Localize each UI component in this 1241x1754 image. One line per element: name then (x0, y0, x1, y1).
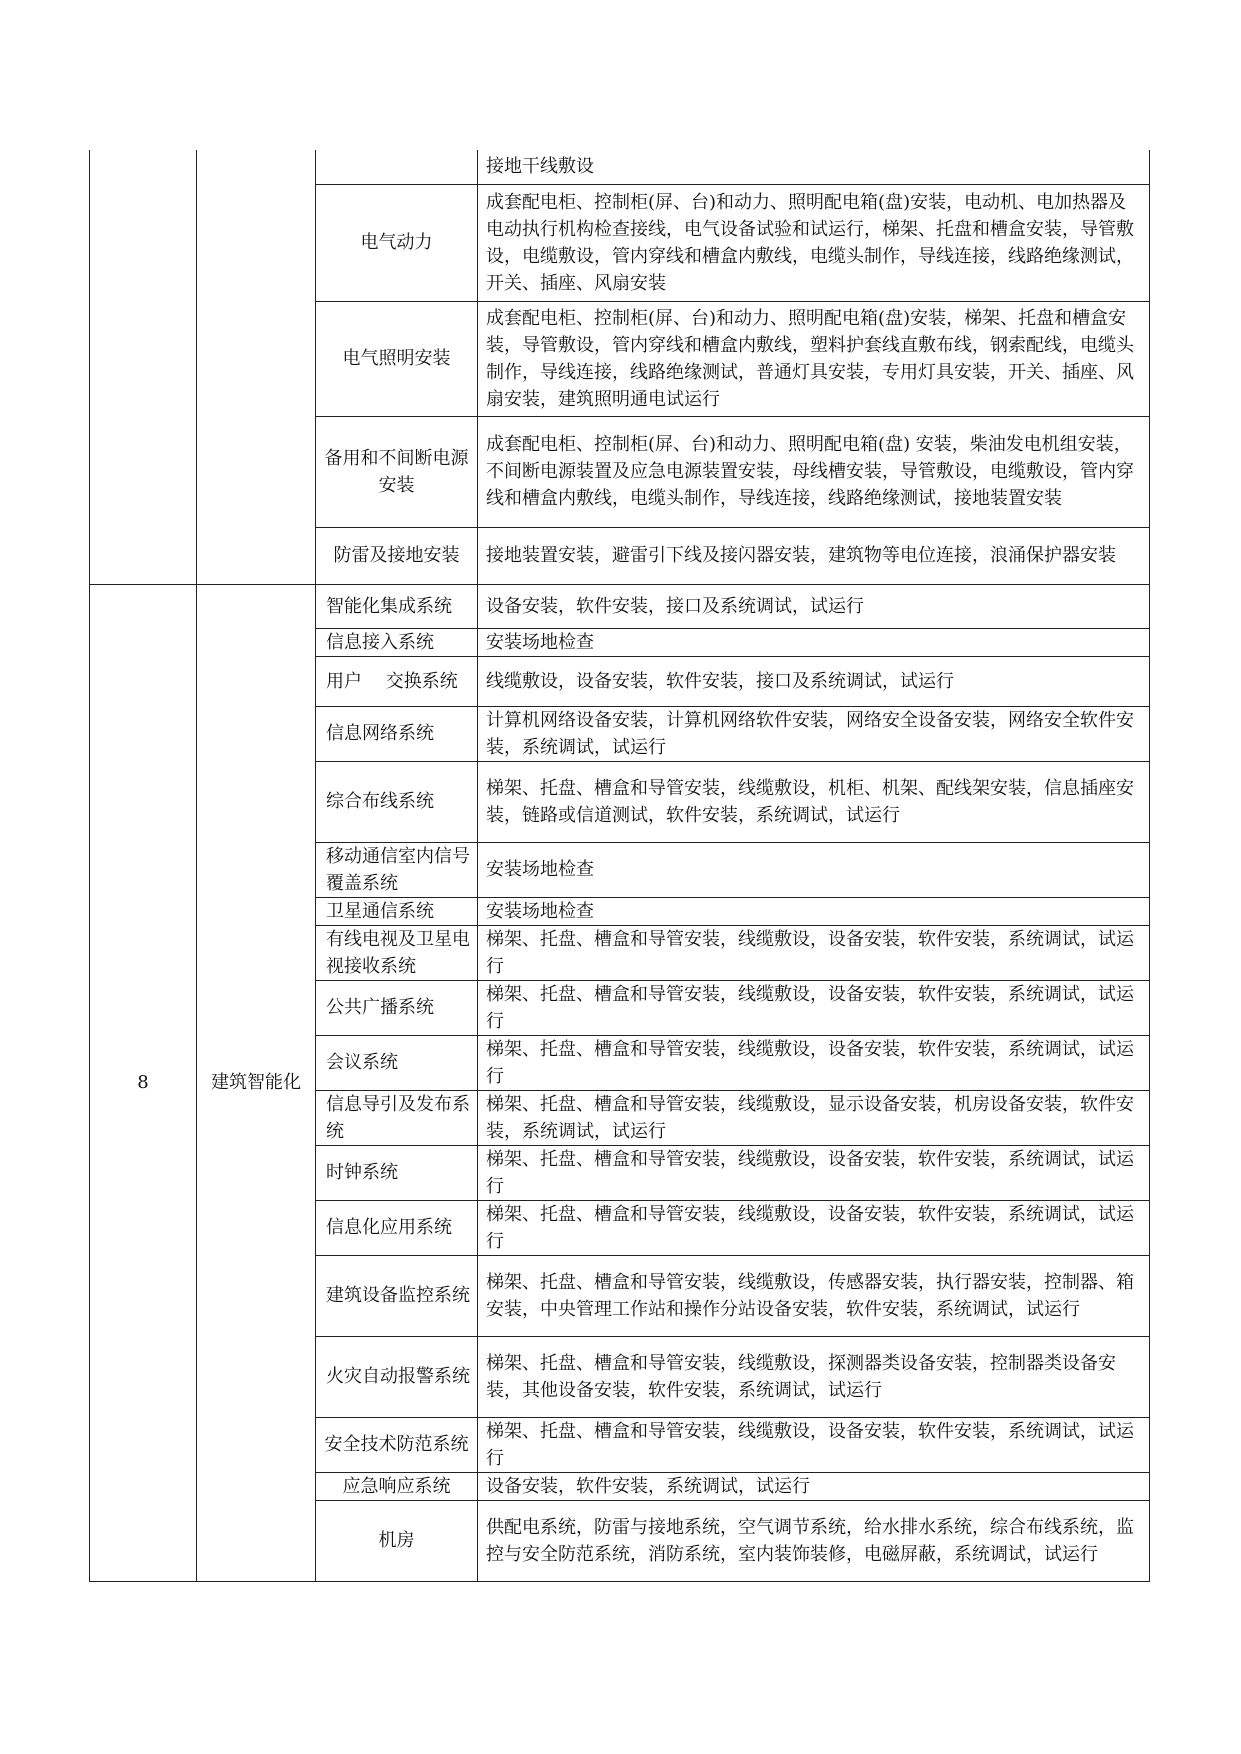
work-items-cell: 梯架、托盘、槽盒和导管安装，线缆敷设，机柜、机架、配线架安装，信息插座安装，链路或信道测试，软件安装，系统调试，试运行 (478, 761, 1150, 842)
work-items-cell: 梯架、托盘、槽盒和导管安装，线缆敷设，探测器类设备安装，控制器类设备安装，其他设备安装，软件安装，系统调试，试运行 (478, 1336, 1150, 1417)
subdivision-cell: 火灾自动报警系统 (316, 1336, 478, 1417)
subdivision-cell: 公共广播系统 (316, 980, 478, 1035)
subdivision-cell: 信息网络系统 (316, 706, 478, 761)
subdivision-cell: 信息接入系统 (316, 628, 478, 656)
table-row (90, 150, 1150, 184)
work-items-cell: 安装场地检查 (478, 842, 1150, 897)
subdivision-cell: 用户 交换系统 (316, 656, 478, 706)
section-number-cell (90, 150, 197, 584)
subdivision-cell: 建筑设备监控系统 (316, 1255, 478, 1336)
work-items-cell: 安装场地检查 (478, 628, 1150, 656)
work-items-cell: 成套配电柜、控制柜(屏、台)和动力、照明配电箱(盘)安装，梯架、托盘和槽盒安装，导管敷设，管内穿线和槽盒内敷线，塑料护套线直敷布线，钢索配线，电缆头制作，导线连接，线路绝缘测试，普通灯具安装，专用灯具安装，开关、插座、风扇安装，建筑照明通电试运行 (478, 301, 1150, 416)
work-items-cell: 设备安装，软件安装，接口及系统调试，试运行 (478, 584, 1150, 628)
table-body (90, 150, 1150, 1581)
work-items-cell: 梯架、托盘、槽盒和导管安装，线缆敷设，设备安装，软件安装，系统调试，试运行 (478, 1417, 1150, 1472)
work-items-cell: 梯架、托盘、槽盒和导管安装，线缆敷设，设备安装，软件安装，系统调试，试运行 (478, 1200, 1150, 1255)
work-items-cell: 梯架、托盘、槽盒和导管安装，线缆敷设，设备安装，软件安装，系统调试，试运行 (478, 925, 1150, 980)
work-items-cell: 设备安装，软件安装，系统调试，试运行 (478, 1472, 1150, 1500)
subdivision-cell: 信息导引及发布系统 (316, 1090, 478, 1145)
table-row (90, 584, 1150, 628)
work-items-cell: 成套配电柜、控制柜(屏、台)和动力、照明配电箱(盘)安装，电动机、电加热器及电动执行机构检查接线，电气设备试验和试运行，梯架、托盘和槽盒安装，导管敷设，电缆敷设，管内穿线和槽盒内敷线，电缆头制作，导线连接，线路绝缘测试，开关、插座、风扇安装 (478, 184, 1150, 301)
work-items-cell: 成套配电柜、控制柜(屏、台)和动力、照明配电箱(盘) 安装，柴油发电机组安装，不间断电源装置及应急电源装置安装，母线槽安装，导管敷设，电缆敷设，管内穿线和槽盒内敷线，电缆头制作，导线连接，线路绝缘测试，接地装置安装 (478, 416, 1150, 527)
work-items-cell: 梯架、托盘、槽盒和导管安装，线缆敷设，设备安装，软件安装，系统调试，试运行 (478, 980, 1150, 1035)
subdivision-cell: 机房 (316, 1500, 478, 1581)
subdivision-cell: 防雷及接地安装 (316, 527, 478, 584)
work-items-cell: 梯架、托盘、槽盒和导管安装，线缆敷设，设备安装，软件安装，系统调试，试运行 (478, 1035, 1150, 1090)
subdivision-cell: 安全技术防范系统 (316, 1417, 478, 1472)
subdivision-cell: 备用和不间断电源安装 (316, 416, 478, 527)
work-items-cell: 梯架、托盘、槽盒和导管安装，线缆敷设，显示设备安装，机房设备安装，软件安装，系统调试，试运行 (478, 1090, 1150, 1145)
subdivision-cell: 智能化集成系统 (316, 584, 478, 628)
subdivision-cell: 综合布线系统 (316, 761, 478, 842)
subdivision-cell: 移动通信室内信号覆盖系统 (316, 842, 478, 897)
work-items-cell: 梯架、托盘、槽盒和导管安装，线缆敷设，设备安装，软件安装，系统调试，试运行 (478, 1145, 1150, 1200)
subdivision-cell: 时钟系统 (316, 1145, 478, 1200)
work-items-cell: 梯架、托盘、槽盒和导管安装，线缆敷设，传感器安装，执行器安装，控制器、箱安装，中央管理工作站和操作分站设备安装，软件安装，系统调试，试运行 (478, 1255, 1150, 1336)
subdivision-cell: 应急响应系统 (316, 1472, 478, 1500)
subdivision-cell: 卫星通信系统 (316, 897, 478, 925)
work-items-cell: 线缆敷设，设备安装，软件安装，接口及系统调试，试运行 (478, 656, 1150, 706)
subdivision-cell: 会议系统 (316, 1035, 478, 1090)
work-items-cell: 安装场地检查 (478, 897, 1150, 925)
division-cell: 建筑智能化 (197, 584, 316, 1581)
subdivision-cell (316, 150, 478, 184)
work-items-cell: 供配电系统，防雷与接地系统，空气调节系统，给水排水系统，综合布线系统，监控与安全防范系统，消防系统，室内装饰装修，电磁屏蔽，系统调试，试运行 (478, 1500, 1150, 1581)
subdivision-cell: 电气动力 (316, 184, 478, 301)
section-number-cell: 8 (90, 584, 197, 1581)
division-cell (197, 150, 316, 584)
subdivision-cell: 有线电视及卫星电视接收系统 (316, 925, 478, 980)
work-items-cell: 接地装置安装，避雷引下线及接闪器安装，建筑物等电位连接，浪涌保护器安装 (478, 527, 1150, 584)
subdivision-cell: 电气照明安装 (316, 301, 478, 416)
specification-table (89, 150, 1150, 1582)
work-items-cell: 计算机网络设备安装，计算机网络软件安装，网络安全设备安装，网络安全软件安装，系统调试，试运行 (478, 706, 1150, 761)
work-items-cell: 接地干线敷设 (478, 150, 1150, 184)
subdivision-cell: 信息化应用系统 (316, 1200, 478, 1255)
